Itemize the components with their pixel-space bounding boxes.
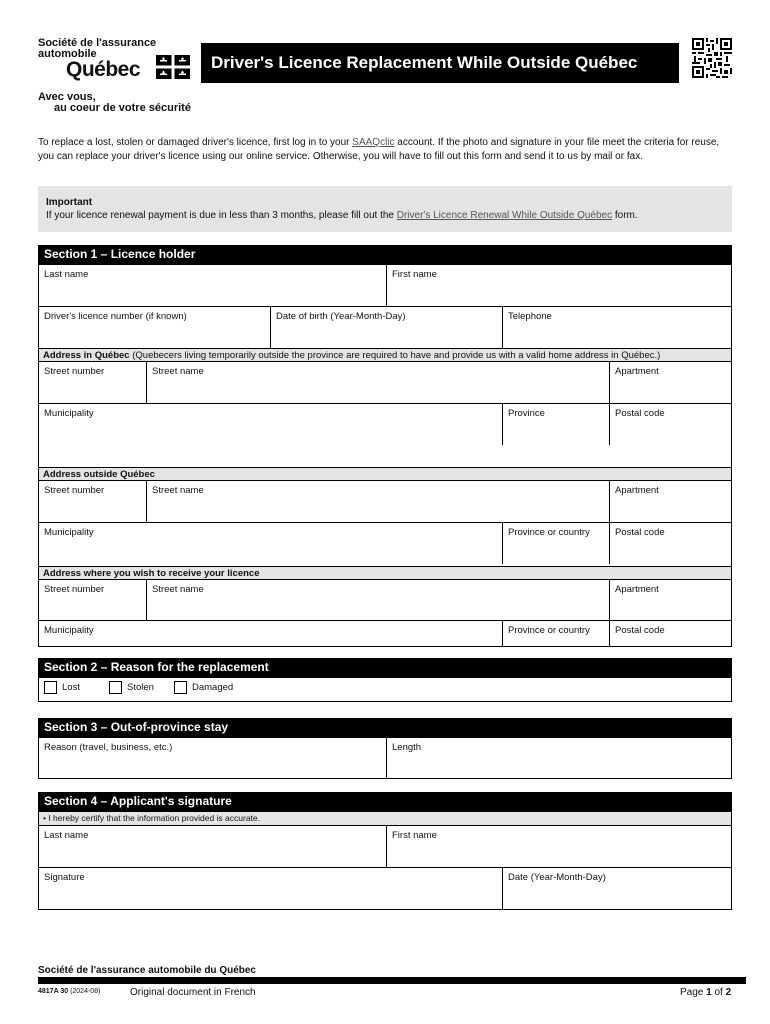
certify-statement: • I hereby certify that the information provided is accurate. (39, 812, 731, 825)
section-4-body (38, 811, 732, 910)
page-title: Driver's Licence Replacement While Outside Québec (201, 43, 679, 83)
licence-number-field[interactable]: Driver's licence number (if known) (39, 306, 270, 348)
checkbox-square-icon (174, 681, 187, 694)
qr-code-icon (692, 38, 732, 78)
out-municipality-field[interactable]: Municipality (39, 522, 502, 564)
intro-text: To replace a lost, stolen or damaged driver's licence, first log in to your SAAQclic account. If the photo and signature in your file meet the criteria for reuse, you can replace your driver's licence using our online service. Otherwise, you will have to fill out this form and send it to us by mail or fax. (38, 137, 720, 162)
form-code: 4817A 30 (2024-08) (38, 988, 101, 995)
out-apartment-field[interactable]: Apartment (609, 480, 731, 522)
lost-checkbox[interactable]: Lost (44, 681, 80, 694)
recv-postal-code-field[interactable]: Postal code (609, 620, 731, 646)
recv-province-field[interactable]: Province or country (502, 620, 609, 646)
footer-org: Société de l'assurance automobile du Québec (38, 965, 256, 976)
out-postal-code-field[interactable]: Postal code (609, 522, 731, 564)
saaqclic-link[interactable]: SAAQclic (352, 137, 395, 148)
out-street-name-field[interactable]: Street name (146, 480, 609, 522)
important-notice: Important If your licence renewal payment is due in less than 3 months, please fill out the Driver's Licence Renewal While Outside Québec form. (38, 186, 732, 232)
qc-province-field[interactable]: Province (502, 403, 609, 445)
qc-street-number-field[interactable]: Street number (39, 361, 146, 403)
length-field[interactable]: Length (386, 738, 731, 778)
quebec-flag-icon (156, 55, 190, 79)
qc-postal-code-field[interactable]: Postal code (609, 403, 731, 445)
original-language-note: Original document in French (130, 987, 256, 998)
quebec-wordmark: Québec (66, 58, 141, 81)
applicant-last-name-field[interactable]: Last name (39, 825, 386, 867)
telephone-field[interactable]: Telephone (502, 306, 731, 348)
section-3-body (38, 737, 732, 779)
address-quebec-heading: Address in Québec (Quebecers living temporarily outside the province are required to have and provide us with a valid home address in Québec.) (39, 348, 731, 361)
section-1-body (38, 264, 732, 647)
out-province-field[interactable]: Province or country (502, 522, 609, 564)
dob-field[interactable]: Date of birth (Year-Month-Day) (270, 306, 502, 348)
signature-field[interactable]: Signature (39, 867, 502, 909)
section-4-title: Section 4 – Applicant's signature (38, 792, 732, 811)
checkbox-square-icon (109, 681, 122, 694)
section-2 (38, 658, 732, 702)
section-1 (38, 245, 732, 647)
signature-date-field[interactable]: Date (Year-Month-Day) (502, 867, 731, 909)
slogan: Avec vous, au coeur de votre sécurité (38, 91, 191, 114)
recv-street-number-field[interactable]: Street number (39, 579, 146, 620)
page-number: Page 1 of 2 (680, 987, 732, 998)
out-street-number-field[interactable]: Street number (39, 480, 146, 522)
first-name-field[interactable]: First name (386, 265, 731, 306)
reason-field[interactable]: Reason (travel, business, etc.) (44, 742, 173, 753)
qc-municipality-field[interactable]: Municipality (39, 403, 502, 445)
section-2-title: Section 2 – Reason for the replacement (38, 658, 732, 677)
recv-apartment-field[interactable]: Apartment (609, 579, 731, 620)
section-1-title: Section 1 – Licence holder (38, 245, 732, 264)
section-3-title: Section 3 – Out-of-province stay (38, 718, 732, 737)
qc-street-name-field[interactable]: Street name (146, 361, 609, 403)
address-receive-heading: Address where you wish to receive your licence (39, 566, 731, 579)
checkbox-square-icon (44, 681, 57, 694)
section-4 (38, 792, 732, 910)
last-name-field[interactable]: Last name (44, 269, 89, 280)
stolen-checkbox[interactable]: Stolen (109, 681, 154, 694)
qc-apartment-field[interactable]: Apartment (609, 361, 731, 403)
footer-divider (38, 977, 746, 984)
damaged-checkbox[interactable]: Damaged (174, 681, 233, 694)
recv-street-name-field[interactable]: Street name (146, 579, 609, 620)
renewal-form-link[interactable]: Driver's Licence Renewal While Outside Québec (396, 210, 613, 221)
address-outside-heading: Address outside Québec (39, 467, 731, 480)
section-3 (38, 718, 732, 779)
applicant-first-name-field[interactable]: First name (386, 825, 731, 867)
section-2-body (38, 677, 732, 702)
org-name: Société de l'assurance automobile (38, 37, 157, 60)
recv-municipality-field[interactable]: Municipality (39, 620, 502, 646)
